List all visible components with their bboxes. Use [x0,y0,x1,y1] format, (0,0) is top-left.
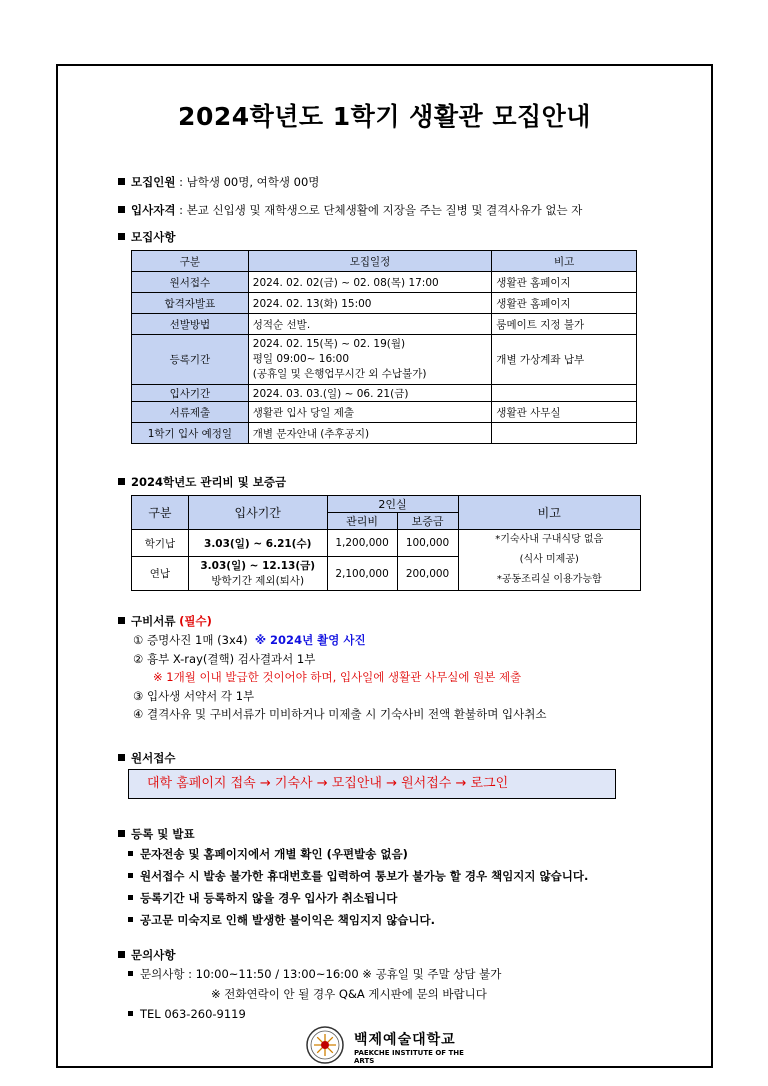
col-header: 구분 [132,251,249,272]
bullet-icon [118,830,125,837]
table-header-row: 구분 입사기간 2인실 비고 [132,496,641,513]
qualification-label: 입사자격 [131,203,176,217]
table-row: 원서접수 2024. 02. 02(금) ~ 02. 08(목) 17:00 생활관 홈페이지 [132,272,637,293]
table-row: 등록기간 2024. 02. 15(목) ~ 02. 19(월) 평일 09:00~ 16:00 (공휴일 및 은행업무시간 외 수납불가) 개별 가상계좌 납부 [132,335,637,385]
list-item: TEL 063-260-9119 [126,1004,501,1024]
table-header-row: 관리비 보증금 [132,513,641,530]
list-item: 등록기간 내 등록하지 않을 경우 입사가 취소됩니다 [126,887,588,909]
table-row: 연납 3.03(일) ~ 12.13(금) 방학기간 제외(퇴사) 2,100,000 200,000 [132,557,641,591]
list-item: 원서접수 시 발송 불가한 휴대번호를 입력하여 통보가 불가능 할 경우 책임지지 않습니다. [126,865,588,887]
list-item-note: ※ 1개월 이내 발급한 것이어야 하며, 입사일에 생활관 사무실에 원본 제출 [153,670,522,684]
announcement-heading: 등록 및 발표 [118,826,195,842]
recruit-count-label: 모집인원 [131,175,176,189]
col-header: 비고 [492,251,637,272]
qualification-value: : 본교 신입생 및 재학생으로 단체생활에 지장을 주는 질병 및 결격사유가 없는 자 [175,203,583,217]
table-header-row [132,251,637,272]
recruit-count-line [118,174,319,190]
list-item-note: ※ 전화연락이 안 될 경우 Q&A 게시판에 문의 바랍니다 [211,987,487,1001]
square-bullet-icon [128,873,133,878]
square-bullet-icon [128,1011,133,1016]
bullet-icon [118,233,125,240]
bullet-icon [118,754,125,761]
list-item: ② 흉부 X-ray(결핵) 검사결과서 1부 [133,651,316,666]
table-row: 학기납 3.03(일) ~ 6.21(수) 1,200,000 100,000 *기숙사내 구내식당 없음 (식사 미제공) *공동조리실 이용가능함 [132,530,641,557]
application-heading: 원서접수 [118,750,175,766]
qualification-line [118,202,582,218]
schedule-heading: 모집사항 [118,229,175,245]
university-emblem-icon [306,1026,344,1064]
list-item: 문자전송 및 홈페이지에서 개별 확인 (우편발송 없음) [126,843,588,865]
bullet-icon [118,478,125,485]
list-item: ④ 결격사유 및 구비서류가 미비하거나 미제출 시 기숙사비 전액 환불하며 입사취소 [133,707,547,721]
university-logo [306,1026,486,1064]
table-row: 합격자발표 2024. 02. 13(화) 15:00 생활관 홈페이지 [132,293,637,314]
schedule-table [131,250,637,444]
fees-heading: 2024학년도 관리비 및 보증금 [118,474,286,490]
inquiry-heading: 문의사항 [118,947,175,963]
list-item: 문의사항 : 10:00~11:50 / 13:00~16:00 ※ 공휴일 및 주말 상담 불가 [126,964,501,984]
square-bullet-icon [128,851,133,856]
fees-table [131,495,641,591]
fees-note: *기숙사내 구내식당 없음 (식사 미제공) *공동조리실 이용가능함 [458,530,640,591]
bullet-icon [118,178,125,185]
list-item: 공고문 미숙지로 인해 발생한 불이익은 책임지지 않습니다. [126,909,588,931]
col-header: 모집일정 [248,251,492,272]
table-row: 1학기 입사 예정일 개별 문자안내 (추후공지) [132,423,637,444]
bullet-icon [118,951,125,958]
bullet-icon [118,206,125,213]
square-bullet-icon [128,971,133,976]
square-bullet-icon [128,895,133,900]
inquiry-list [126,964,501,1024]
documents-list [133,631,546,724]
recruit-count-value: : 남학생 00명, 여학생 00명 [175,175,320,189]
square-bullet-icon [128,917,133,922]
announcement-list [126,843,588,931]
table-row: 선발방법 성적순 선발. 룸메이트 지정 불가 [132,314,637,335]
list-item: ① 증명사진 1매 (3x4) ※ 2024년 촬영 사진 [133,633,366,647]
bullet-icon [118,617,125,624]
application-path-box: 대학 홈페이지 접속 → 기숙사 → 모집안내 → 원서접수 → 로그인 [128,769,616,799]
list-item: ③ 입사생 서약서 각 1부 [133,688,255,703]
documents-heading: 구비서류 (필수) [118,613,212,629]
table-row: 서류제출 생활관 입사 당일 제출 생활관 사무실 [132,402,637,423]
university-name-english: PAEKCHE INSTITUTE OF THE ARTS [354,1049,464,1065]
university-name: 백제예술대학교 [354,1032,456,1048]
table-row: 입사기간 2024. 03. 03.(일) ~ 06. 21(금) [132,385,637,402]
page-title: 2024학년도 1학기 생활관 모집안내 [178,102,591,131]
